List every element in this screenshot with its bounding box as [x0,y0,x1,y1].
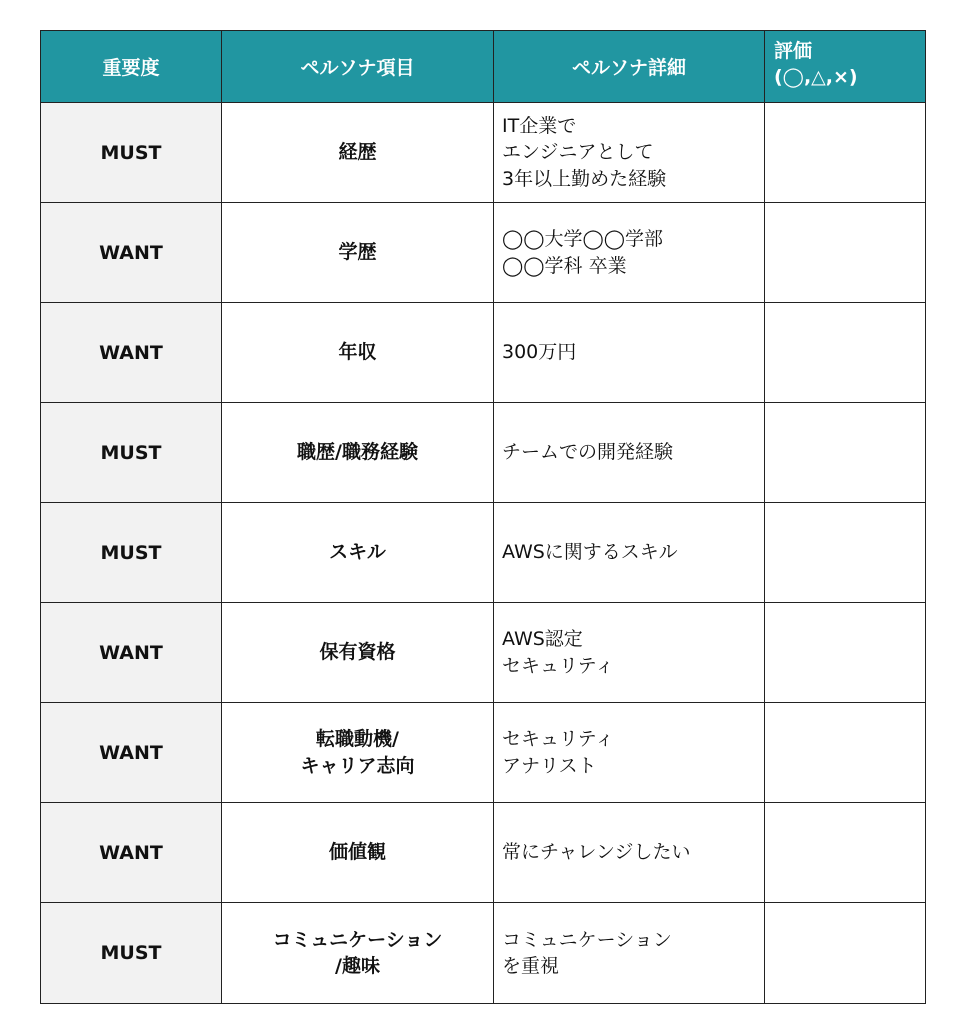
item-cell [222,603,494,703]
item-line: コミュニケーション [272,928,443,951]
table-row [41,503,926,603]
importance-cell: MUST [41,503,222,603]
table-row [41,203,926,303]
detail-line: 常にチャレンジしたい [502,841,691,864]
detail-cell [494,103,765,203]
evaluation-cell[interactable] [765,603,926,703]
detail-line: アナリスト [502,754,597,777]
item-cell [222,103,494,203]
detail-cell [494,603,765,703]
detail-line: セキュリティ [502,654,615,677]
evaluation-cell[interactable] [765,303,926,403]
importance-cell: MUST [41,903,222,1004]
evaluation-cell[interactable] [765,703,926,803]
evaluation-cell[interactable] [765,203,926,303]
table-row [41,803,926,903]
detail-line: を重視 [502,955,560,977]
detail-line: エンジニアとして [502,141,654,164]
evaluation-cell[interactable] [765,503,926,603]
detail-line: セキュリティ [502,728,615,751]
importance-cell: MUST [41,403,222,503]
item-cell [222,303,494,403]
header-evaluation-options: (◯,△,×) [774,65,858,88]
header-item: ペルソナ項目 [222,31,494,103]
importance-cell: MUST [41,103,222,203]
detail-cell [494,803,765,903]
item-cell [222,503,494,603]
table-row [41,903,926,1004]
item-line: 経歴 [338,141,377,164]
detail-line: チームでの開発経験 [502,441,674,464]
detail-cell [494,903,765,1004]
item-line: 職歴/職務経験 [297,441,418,464]
item-cell [222,703,494,803]
importance-cell: WANT [41,203,222,303]
header-detail: ペルソナ詳細 [494,31,765,103]
evaluation-cell[interactable] [765,103,926,203]
item-line: 保有資格 [319,641,396,664]
detail-line: AWSに関するスキル [502,541,678,564]
item-line: キャリア志向 [300,754,415,777]
table-row [41,103,926,203]
detail-line: ◯◯学科 卒業 [502,254,627,277]
detail-line: IT企業で [502,115,577,138]
detail-cell [494,403,765,503]
item-line: 転職動機/ [316,728,399,751]
table-row [41,403,926,503]
item-cell [222,203,494,303]
table-header-row [41,31,926,103]
detail-line: コミュニケーション [502,928,672,951]
item-cell [222,803,494,903]
detail-cell [494,503,765,603]
importance-cell: WANT [41,303,222,403]
detail-cell [494,203,765,303]
detail-line: AWS認定 [502,628,583,651]
importance-cell: WANT [41,703,222,803]
item-line: 学歴 [338,241,377,264]
detail-line: 3年以上勤めた経験 [502,167,667,190]
table-row [41,703,926,803]
item-line: 年収 [338,341,377,364]
item-cell [222,903,494,1004]
evaluation-cell[interactable] [765,803,926,903]
persona-table [40,30,926,1004]
detail-line: ◯◯大学◯◯学部 [502,228,664,251]
header-evaluation [765,31,926,103]
evaluation-cell[interactable] [765,903,926,1004]
item-line: 価値観 [328,841,386,864]
table-row [41,303,926,403]
item-cell [222,403,494,503]
detail-line: 300万円 [502,341,577,364]
header-evaluation-title: 評価 [774,40,813,62]
importance-cell: WANT [41,603,222,703]
evaluation-cell[interactable] [765,403,926,503]
importance-cell: WANT [41,803,222,903]
detail-cell [494,303,765,403]
header-importance: 重要度 [41,31,222,103]
item-line: スキル [329,541,386,564]
table-row [41,603,926,703]
detail-cell [494,703,765,803]
item-line: /趣味 [335,955,380,977]
